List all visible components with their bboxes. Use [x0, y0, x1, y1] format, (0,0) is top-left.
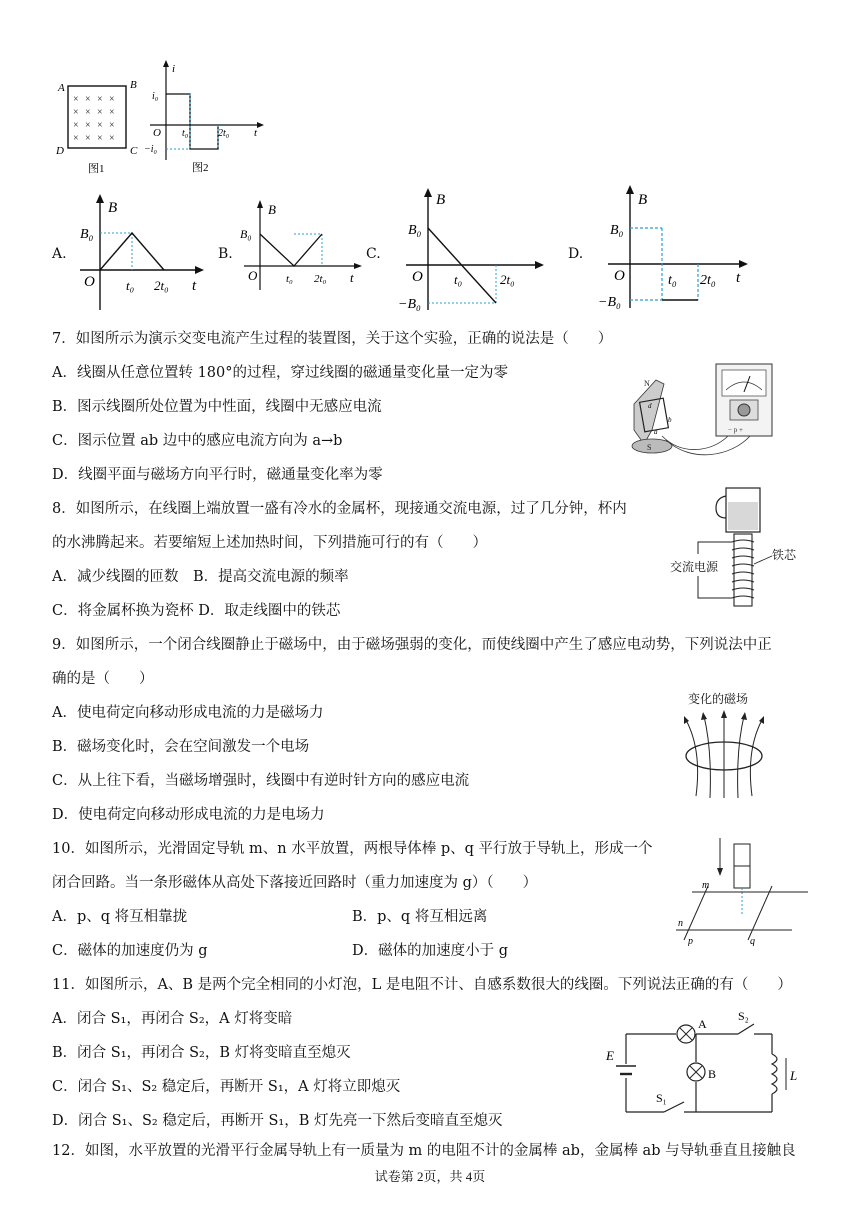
axis-t-label: t	[736, 270, 741, 286]
neg-b0-label: −B₀	[598, 295, 621, 310]
option-b-label: B.	[218, 246, 233, 262]
axis-t-label: t	[192, 278, 197, 294]
svg-text:b: b	[668, 416, 672, 424]
svg-text:×: ×	[109, 133, 115, 144]
q12-stem: 12．如图，水平放置的光滑平行金属导轨上有一质量为 m 的电阻不计的金属棒 ab，金属棒 ab 与导轨垂直且接触良	[52, 1143, 796, 1159]
q8-options-cd: C．将金属杯换为瓷杯 D．取走线圈中的铁芯	[52, 603, 341, 619]
option-b-graph	[236, 198, 366, 292]
neg-b0-label: −B₀	[398, 297, 421, 312]
q9-option-a: A．使电荷定向移动形成电流的力是磁场力	[52, 705, 324, 721]
axis-b-label: B	[108, 200, 118, 216]
t0-label: t₀	[126, 278, 135, 293]
q11-circuit-figure	[604, 1008, 800, 1120]
origin-label: O	[153, 127, 161, 139]
2t0-label: 2t₀	[218, 128, 230, 139]
q11-stem: 11．如图所示，A、B 是两个完全相同的小灯泡，L 是电阻不计、自感系数很大的线圈。下列说法正确的有（ ）	[52, 977, 792, 993]
b0-label: B₀	[80, 227, 94, 242]
svg-text:×: ×	[97, 120, 103, 131]
rod-q-label: q	[750, 936, 755, 946]
q9-changing-field-figure	[674, 690, 774, 802]
svg-text:×: ×	[73, 107, 79, 118]
q9-stem-line2: 确的是（ ）	[52, 671, 154, 687]
origin-label: O	[248, 268, 258, 283]
q11-option-a: A．闭合 S₁，再闭合 S₂，A 灯将变暗	[52, 1011, 293, 1027]
q9-option-d: D．使电荷定向移动形成电流的力是电场力	[52, 807, 325, 823]
axis-b-label: B	[436, 192, 446, 208]
b0-label: B₀	[408, 223, 422, 238]
q10-stem-line1: 10．如图所示，光滑固定导轨 m、n 水平放置，两根导体棒 p、q 平行放于导轨上，形成一个	[52, 841, 653, 857]
origin-label: O	[412, 269, 423, 285]
svg-text:×: ×	[85, 107, 91, 118]
option-a-graph	[70, 192, 210, 314]
svg-text:×: ×	[85, 120, 91, 131]
rail-m-label: m	[702, 880, 710, 891]
corner-c-label: C	[130, 145, 138, 157]
emf-e-label: E	[606, 1048, 614, 1063]
corner-d-label: D	[56, 145, 64, 157]
svg-text:×: ×	[109, 94, 115, 105]
q7-generator-figure	[622, 360, 782, 468]
svg-text:×: ×	[109, 107, 115, 118]
option-d-graph	[590, 182, 760, 310]
q11-option-c: C．闭合 S₁、S₂ 稳定后，再断开 S₁，A 灯将立即熄灭	[52, 1079, 401, 1095]
b0-label: B₀	[240, 227, 252, 241]
iron-core-label: 铁芯	[772, 548, 797, 562]
q10-stem-line2: 闭合回路。当一条形磁体从高处下落接近回路时（重力加速度为 g）（ ）	[52, 875, 538, 891]
ac-power-label: 交流电源	[670, 560, 719, 574]
q10-option-a: A．p、q 将互相靠拢	[52, 909, 188, 925]
q11-option-d: D．闭合 S₁、S₂ 稳定后，再断开 S₁，B 灯先亮一下然后变暗直至熄灭	[52, 1113, 503, 1129]
svg-text:×: ×	[97, 107, 103, 118]
q8-stem-line2: 的水沸腾起来。若要缩短上述加热时间，下列措施可行的有（ ）	[52, 535, 487, 551]
lamp-b-label: B	[708, 1067, 717, 1081]
switch-s1-label: S₁	[656, 1091, 667, 1105]
q7-option-c: C．图示位置 ab 边中的感应电流方向为 a→b	[52, 433, 343, 449]
svg-text:d: d	[648, 402, 652, 410]
q9-stem-line1: 9．如图所示，一个闭合线圈静止于磁场中，由于磁场强弱的变化，而使线圈中产生了感应电动势，下列说法中正	[52, 637, 772, 653]
option-c-graph	[388, 186, 556, 312]
svg-text:− p +: − p +	[728, 426, 743, 434]
svg-text:×: ×	[85, 133, 91, 144]
q10-option-b: B．p、q 将互相远离	[352, 909, 488, 925]
svg-text:×: ×	[73, 94, 79, 105]
2t0-label: 2t₀	[314, 273, 327, 285]
q10-option-c: C．磁体的加速度仍为 g	[52, 943, 208, 959]
2t0-label: 2t₀	[154, 278, 169, 293]
figure-1-coil-in-field	[50, 76, 140, 176]
svg-text:×: ×	[109, 120, 115, 131]
b-waveform	[260, 234, 322, 266]
current-waveform	[166, 94, 218, 149]
svg-text:×: ×	[97, 94, 103, 105]
svg-text:N: N	[644, 379, 650, 388]
corner-a-label: A	[58, 82, 65, 94]
rod-p-label: p	[688, 936, 693, 946]
2t0-label: 2t₀	[500, 272, 515, 287]
t0-label: t₀	[668, 273, 677, 288]
q9-option-c: C．从上往下看，当磁场增强时，线圈中有逆时针方向的感应电流	[52, 773, 470, 789]
svg-text:×: ×	[85, 94, 91, 105]
figure-1-caption: 图1	[88, 163, 105, 175]
neg-i0-label: −i₀	[144, 144, 158, 155]
2t0-label: 2t₀	[700, 273, 716, 288]
origin-label: O	[614, 268, 625, 284]
q7-option-a: A．线圈从任意位置转 180°的过程，穿过线圈的磁通量变化量一定为零	[52, 365, 509, 381]
option-a-label: A.	[52, 246, 67, 262]
t0-label: t₀	[286, 273, 293, 285]
axis-b-label: B	[638, 192, 648, 208]
axis-t-label: t	[254, 127, 258, 139]
q8-options-ab: A．减少线圈的匝数 B．提高交流电源的频率	[52, 569, 349, 585]
switch-s2-label: S₂	[738, 1009, 749, 1023]
i0-label: i₀	[152, 91, 159, 102]
corner-b-label: B	[130, 79, 137, 91]
q7-stem: 7．如图所示为演示交变电流产生过程的装置图，关于这个实验，正确的说法是（ ）	[52, 331, 613, 347]
changing-field-label: 变化的磁场	[688, 692, 749, 706]
svg-text:×: ×	[73, 120, 79, 131]
axis-b-label: B	[268, 202, 276, 217]
svg-text:S: S	[647, 443, 652, 452]
magnetic-field-crosses	[73, 94, 115, 144]
figure-2-current-graph	[142, 58, 272, 176]
inductor-l-label: L	[790, 1068, 798, 1083]
q8-induction-heater-figure	[662, 484, 812, 610]
figure-2-caption: 图2	[192, 162, 209, 174]
q9-option-b: B．磁场变化时，会在空间激发一个电场	[52, 739, 310, 755]
origin-label: O	[84, 274, 95, 290]
b0-label: B₀	[610, 223, 624, 238]
q10-option-d: D．磁体的加速度小于 g	[352, 943, 509, 959]
q8-stem-line1: 8．如图所示，在线圈上端放置一盛有冷水的金属杯，现接通交流电源，过了几分钟，杯内	[52, 501, 627, 517]
t0-label: t₀	[454, 272, 463, 287]
rail-n-label: n	[678, 918, 683, 929]
t0-label: t₀	[182, 128, 189, 139]
option-d-label: D.	[568, 246, 584, 262]
svg-text:×: ×	[97, 133, 103, 144]
axis-t-label: t	[350, 270, 354, 285]
svg-text:a: a	[654, 428, 658, 436]
axis-i-label: i	[172, 63, 176, 75]
lamp-a-label: A	[698, 1017, 707, 1031]
q7-option-b: B．图示线圈所处位置为中性面，线圈中无感应电流	[52, 399, 382, 415]
option-c-label: C.	[366, 246, 381, 262]
q10-rails-magnet-figure	[672, 832, 812, 946]
q7-option-d: D．线圈平面与磁场方向平行时，磁通量变化率为零	[52, 467, 383, 483]
page-footer: 试卷第 2页，共 4页	[374, 1169, 486, 1184]
svg-text:×: ×	[73, 133, 79, 144]
q11-option-b: B．闭合 S₁，再闭合 S₂，B 灯将变暗直至熄灭	[52, 1045, 351, 1061]
